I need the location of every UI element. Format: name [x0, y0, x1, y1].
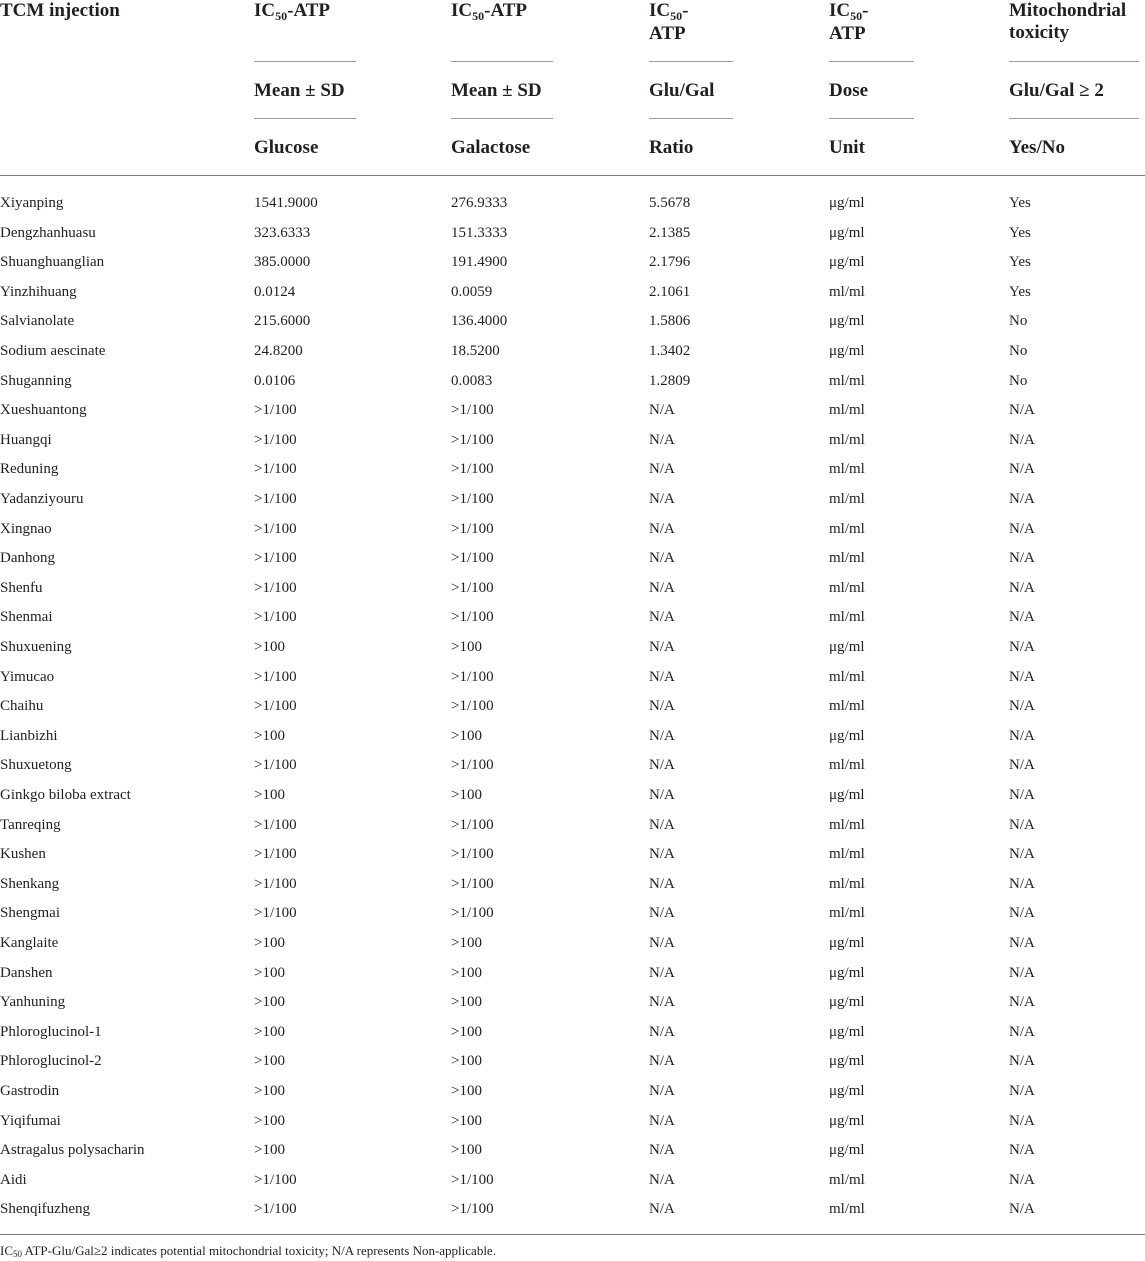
header-atp-text: ATP: [649, 23, 686, 44]
cell-injection-name: Aidi: [0, 1172, 27, 1188]
cell-ic50-glucose: >100: [254, 728, 285, 744]
cell-ic50-glucose: 1541.9000: [254, 195, 318, 211]
cell-ic50-galactose: >1/100: [451, 550, 494, 566]
cell-glu-gal-ratio: N/A: [649, 935, 675, 951]
cell-glu-gal-ratio: N/A: [649, 669, 675, 685]
cell-glu-gal-ratio: 2.1385: [649, 225, 691, 241]
cell-mitochondrial-toxicity: Yes: [1009, 195, 1031, 211]
cell-ic50-glucose: 0.0106: [254, 373, 296, 389]
cell-ic50-glucose: >1/100: [254, 757, 297, 773]
cell-ic50-glucose: 215.6000: [254, 313, 311, 329]
cell-ic50-glucose: >1/100: [254, 669, 297, 685]
header-tcm-injection: TCM injection: [0, 0, 120, 21]
cell-injection-name: Yadanziyouru: [0, 491, 84, 507]
cell-glu-gal-ratio: N/A: [649, 817, 675, 833]
cell-dose-unit: μg/ml: [829, 1024, 865, 1040]
header-rule: [1009, 118, 1139, 119]
cell-injection-name: Phloroglucinol-2: [0, 1053, 102, 1069]
cell-dose-unit: μg/ml: [829, 1053, 865, 1069]
cell-glu-gal-ratio: N/A: [649, 461, 675, 477]
cell-mitochondrial-toxicity: N/A: [1009, 1201, 1035, 1217]
cell-mitochondrial-toxicity: N/A: [1009, 580, 1035, 596]
header-ic50-dose-title: [829, 0, 868, 45]
cell-ic50-galactose: >1/100: [451, 521, 494, 537]
cell-ic50-galactose: 136.4000: [451, 313, 508, 329]
cell-glu-gal-ratio: N/A: [649, 639, 675, 655]
cell-injection-name: Yanhuning: [0, 994, 66, 1010]
cell-mitochondrial-toxicity: N/A: [1009, 728, 1035, 744]
header-ic-text: IC: [254, 0, 276, 21]
cell-ic50-galactose: >100: [451, 965, 482, 981]
header-ic50-glucose-title: [254, 0, 330, 23]
cell-mitochondrial-toxicity: No: [1009, 313, 1028, 329]
header-rule: [451, 118, 553, 119]
cell-ic50-glucose: 385.0000: [254, 254, 311, 270]
cell-ic50-galactose: >100: [451, 1142, 482, 1158]
cell-glu-gal-ratio: N/A: [649, 757, 675, 773]
header-rule: [451, 61, 553, 62]
header-atp-text: ATP: [829, 23, 866, 44]
cell-injection-name: Shenkang: [0, 876, 60, 892]
cell-ic50-glucose: >100: [254, 1083, 285, 1099]
header-ratio: Ratio: [649, 137, 694, 158]
cell-injection-name: Shuganning: [0, 373, 72, 389]
cell-glu-gal-ratio: N/A: [649, 550, 675, 566]
cell-ic50-galactose: 0.0083: [451, 373, 493, 389]
cell-mitochondrial-toxicity: Yes: [1009, 254, 1031, 270]
cell-ic50-galactose: >1/100: [451, 698, 494, 714]
cell-dose-unit: ml/ml: [829, 698, 865, 714]
cell-injection-name: Yiqifumai: [0, 1113, 61, 1129]
cell-ic50-galactose: >100: [451, 1083, 482, 1099]
table-bottom-rule: [0, 1234, 1145, 1235]
header-rule: [254, 118, 356, 119]
cell-glu-gal-ratio: N/A: [649, 698, 675, 714]
cell-glu-gal-ratio: N/A: [649, 491, 675, 507]
cell-glu-gal-ratio: N/A: [649, 1024, 675, 1040]
cell-injection-name: Ginkgo biloba extract: [0, 787, 131, 803]
header-dash-text: -: [862, 0, 869, 21]
cell-ic50-glucose: >1/100: [254, 521, 297, 537]
cell-glu-gal-ratio: N/A: [649, 580, 675, 596]
cell-dose-unit: μg/ml: [829, 343, 865, 359]
cell-glu-gal-ratio: N/A: [649, 609, 675, 625]
cell-glu-gal-ratio: N/A: [649, 1172, 675, 1188]
cell-ic50-galactose: >100: [451, 787, 482, 803]
cell-dose-unit: ml/ml: [829, 402, 865, 418]
cell-ic50-glucose: >1/100: [254, 905, 297, 921]
cell-ic50-galactose: >100: [451, 728, 482, 744]
header-bottom-rule: [0, 175, 1145, 176]
cell-ic50-glucose: >1/100: [254, 491, 297, 507]
cell-glu-gal-ratio: N/A: [649, 905, 675, 921]
cell-dose-unit: μg/ml: [829, 1083, 865, 1099]
cell-ic50-galactose: 0.0059: [451, 284, 493, 300]
header-glu-gal-threshold: Glu/Gal ≥ 2: [1009, 80, 1104, 101]
cell-ic50-glucose: >100: [254, 787, 285, 803]
cell-ic50-glucose: >1/100: [254, 846, 297, 862]
header-unit: Unit: [829, 137, 865, 158]
cell-ic50-glucose: >100: [254, 935, 285, 951]
cell-mitochondrial-toxicity: N/A: [1009, 609, 1035, 625]
footnote-text: ATP-Glu/Gal≥2 indicates potential mitochondrial toxicity; N/A represents Non-applicable.: [22, 1243, 496, 1258]
cell-ic50-galactose: >1/100: [451, 432, 494, 448]
cell-ic50-galactose: >1/100: [451, 757, 494, 773]
cell-dose-unit: ml/ml: [829, 580, 865, 596]
cell-mitochondrial-toxicity: N/A: [1009, 550, 1035, 566]
cell-dose-unit: ml/ml: [829, 757, 865, 773]
header-glucose: Glucose: [254, 137, 319, 158]
cell-ic50-galactose: >100: [451, 1113, 482, 1129]
cell-ic50-glucose: >100: [254, 965, 285, 981]
cell-mitochondrial-toxicity: N/A: [1009, 876, 1035, 892]
cell-ic50-galactose: >1/100: [451, 846, 494, 862]
cell-injection-name: Gastrodin: [0, 1083, 60, 1099]
header-ic-text: IC: [649, 0, 671, 21]
cell-injection-name: Xingnao: [0, 521, 52, 537]
header-rule: [829, 118, 914, 119]
cell-glu-gal-ratio: N/A: [649, 1053, 675, 1069]
cell-mitochondrial-toxicity: N/A: [1009, 905, 1035, 921]
header-galactose: Galactose: [451, 137, 531, 158]
cell-mitochondrial-toxicity: N/A: [1009, 521, 1035, 537]
cell-dose-unit: ml/ml: [829, 905, 865, 921]
cell-mitochondrial-toxicity: N/A: [1009, 817, 1035, 833]
cell-glu-gal-ratio: N/A: [649, 521, 675, 537]
cell-mitochondrial-toxicity: N/A: [1009, 1083, 1035, 1099]
footnote-subscript: 50: [13, 1249, 22, 1259]
cell-ic50-galactose: 18.5200: [451, 343, 500, 359]
cell-injection-name: Yinzhihuang: [0, 284, 77, 300]
cell-dose-unit: ml/ml: [829, 432, 865, 448]
cell-mitochondrial-toxicity: N/A: [1009, 757, 1035, 773]
cell-ic50-glucose: >100: [254, 1142, 285, 1158]
cell-glu-gal-ratio: N/A: [649, 402, 675, 418]
cell-glu-gal-ratio: N/A: [649, 876, 675, 892]
cell-glu-gal-ratio: 1.2809: [649, 373, 691, 389]
cell-ic50-glucose: >100: [254, 639, 285, 655]
cell-glu-gal-ratio: N/A: [649, 432, 675, 448]
cell-mitochondrial-toxicity: N/A: [1009, 491, 1035, 507]
cell-glu-gal-ratio: N/A: [649, 846, 675, 862]
cell-glu-gal-ratio: N/A: [649, 1142, 675, 1158]
cell-mitochondrial-toxicity: N/A: [1009, 1113, 1035, 1129]
cell-ic50-galactose: >1/100: [451, 669, 494, 685]
header-subscript: 50: [472, 9, 485, 23]
cell-injection-name: Huangqi: [0, 432, 52, 448]
cell-ic50-glucose: 24.8200: [254, 343, 303, 359]
cell-ic50-glucose: >1/100: [254, 1201, 297, 1217]
cell-dose-unit: ml/ml: [829, 1172, 865, 1188]
cell-mitochondrial-toxicity: N/A: [1009, 639, 1035, 655]
cell-dose-unit: μg/ml: [829, 728, 865, 744]
cell-ic50-galactose: >100: [451, 935, 482, 951]
cell-mitochondrial-toxicity: N/A: [1009, 1142, 1035, 1158]
header-yes-no: Yes/No: [1009, 137, 1065, 158]
cell-ic50-galactose: 151.3333: [451, 225, 508, 241]
cell-injection-name: Danhong: [0, 550, 55, 566]
cell-dose-unit: ml/ml: [829, 491, 865, 507]
cell-dose-unit: ml/ml: [829, 284, 865, 300]
header-toxicity-text: toxicity: [1009, 22, 1070, 43]
cell-ic50-glucose: 323.6333: [254, 225, 311, 241]
cell-injection-name: Xueshuantong: [0, 402, 87, 418]
cell-mitochondrial-toxicity: N/A: [1009, 461, 1035, 477]
header-rule: [829, 61, 914, 62]
header-rule: [1009, 61, 1139, 62]
header-dose: Dose: [829, 80, 869, 101]
cell-dose-unit: μg/ml: [829, 639, 865, 655]
cell-dose-unit: ml/ml: [829, 550, 865, 566]
header-mitochondrial-text: Mitochondrial: [1009, 0, 1127, 21]
cell-dose-unit: ml/ml: [829, 817, 865, 833]
cell-injection-name: Dengzhanhuasu: [0, 225, 96, 241]
cell-ic50-glucose: >1/100: [254, 432, 297, 448]
cell-injection-name: Phloroglucinol-1: [0, 1024, 102, 1040]
cell-glu-gal-ratio: N/A: [649, 965, 675, 981]
cell-dose-unit: μg/ml: [829, 313, 865, 329]
cell-injection-name: Reduning: [0, 461, 59, 477]
cell-ic50-glucose: >100: [254, 1113, 285, 1129]
cell-mitochondrial-toxicity: N/A: [1009, 669, 1035, 685]
cell-mitochondrial-toxicity: Yes: [1009, 284, 1031, 300]
cell-injection-name: Shuxuetong: [0, 757, 72, 773]
cell-dose-unit: μg/ml: [829, 1142, 865, 1158]
cell-injection-name: Shenmai: [0, 609, 53, 625]
cell-dose-unit: μg/ml: [829, 195, 865, 211]
cell-dose-unit: μg/ml: [829, 935, 865, 951]
cell-injection-name: Shenfu: [0, 580, 43, 596]
cell-dose-unit: μg/ml: [829, 994, 865, 1010]
cell-injection-name: Yimucao: [0, 669, 55, 685]
cell-mitochondrial-toxicity: N/A: [1009, 1024, 1035, 1040]
cell-mitochondrial-toxicity: N/A: [1009, 432, 1035, 448]
cell-dose-unit: ml/ml: [829, 521, 865, 537]
cell-ic50-galactose: >1/100: [451, 905, 494, 921]
cell-ic50-glucose: >1/100: [254, 876, 297, 892]
cell-mitochondrial-toxicity: N/A: [1009, 935, 1035, 951]
cell-ic50-glucose: 0.0124: [254, 284, 296, 300]
cell-ic50-glucose: >100: [254, 994, 285, 1010]
cell-injection-name: Chaihu: [0, 698, 44, 714]
cell-mitochondrial-toxicity: N/A: [1009, 1172, 1035, 1188]
cell-glu-gal-ratio: N/A: [649, 994, 675, 1010]
cell-ic50-glucose: >1/100: [254, 1172, 297, 1188]
header-ic50-galactose-title: [451, 0, 527, 23]
cell-injection-name: Kushen: [0, 846, 46, 862]
cell-glu-gal-ratio: N/A: [649, 728, 675, 744]
cell-glu-gal-ratio: 2.1061: [649, 284, 691, 300]
cell-glu-gal-ratio: N/A: [649, 1113, 675, 1129]
header-mitochondrial-toxicity-title: [1009, 0, 1126, 44]
header-dash-text: -: [682, 0, 689, 21]
cell-mitochondrial-toxicity: N/A: [1009, 965, 1035, 981]
cell-glu-gal-ratio: N/A: [649, 1083, 675, 1099]
cell-mitochondrial-toxicity: N/A: [1009, 402, 1035, 418]
cell-ic50-glucose: >1/100: [254, 817, 297, 833]
cell-injection-name: Lianbizhi: [0, 728, 58, 744]
cell-injection-name: Astragalus polysacharin: [0, 1142, 145, 1158]
cell-mitochondrial-toxicity: N/A: [1009, 787, 1035, 803]
cell-ic50-galactose: 191.4900: [451, 254, 508, 270]
cell-dose-unit: ml/ml: [829, 461, 865, 477]
cell-dose-unit: μg/ml: [829, 1113, 865, 1129]
cell-ic50-glucose: >1/100: [254, 580, 297, 596]
cell-glu-gal-ratio: 1.5806: [649, 313, 691, 329]
cell-ic50-glucose: >1/100: [254, 698, 297, 714]
cell-mitochondrial-toxicity: Yes: [1009, 225, 1031, 241]
header-atp-text: -ATP: [287, 0, 331, 21]
cell-glu-gal-ratio: 5.5678: [649, 195, 691, 211]
cell-mitochondrial-toxicity: No: [1009, 373, 1028, 389]
cell-ic50-galactose: >100: [451, 994, 482, 1010]
cell-injection-name: Shengmai: [0, 905, 60, 921]
header-rule: [254, 61, 356, 62]
header-mean-sd-galactose: Mean ± SD: [451, 80, 542, 101]
cell-dose-unit: μg/ml: [829, 787, 865, 803]
cell-injection-name: Shuanghuanglian: [0, 254, 105, 270]
cell-glu-gal-ratio: 1.3402: [649, 343, 691, 359]
cell-ic50-galactose: 276.9333: [451, 195, 508, 211]
cell-glu-gal-ratio: 2.1796: [649, 254, 691, 270]
cell-injection-name: Kanglaite: [0, 935, 59, 951]
cell-injection-name: Sodium aescinate: [0, 343, 106, 359]
header-mean-sd-glucose: Mean ± SD: [254, 80, 345, 101]
cell-ic50-galactose: >1/100: [451, 609, 494, 625]
header-rule: [649, 118, 733, 119]
cell-ic50-glucose: >1/100: [254, 609, 297, 625]
cell-injection-name: Danshen: [0, 965, 53, 981]
cell-glu-gal-ratio: N/A: [649, 1201, 675, 1217]
cell-ic50-galactose: >1/100: [451, 1172, 494, 1188]
cell-dose-unit: ml/ml: [829, 846, 865, 862]
header-rule: [649, 61, 733, 62]
cell-injection-name: Xiyanping: [0, 195, 64, 211]
header-subscript: 50: [275, 9, 288, 23]
cell-dose-unit: ml/ml: [829, 876, 865, 892]
cell-ic50-galactose: >1/100: [451, 461, 494, 477]
cell-injection-name: Tanreqing: [0, 817, 61, 833]
cell-mitochondrial-toxicity: N/A: [1009, 994, 1035, 1010]
cell-ic50-galactose: >1/100: [451, 491, 494, 507]
cell-dose-unit: μg/ml: [829, 225, 865, 241]
header-glu-gal: Glu/Gal: [649, 80, 715, 101]
cell-dose-unit: ml/ml: [829, 373, 865, 389]
header-subscript: 50: [670, 9, 683, 23]
header-ic50-ratio-title: [649, 0, 688, 45]
cell-ic50-galactose: >1/100: [451, 1201, 494, 1217]
footnote-ic: IC: [0, 1243, 13, 1258]
cell-ic50-galactose: >1/100: [451, 580, 494, 596]
cell-dose-unit: ml/ml: [829, 669, 865, 685]
cell-mitochondrial-toxicity: No: [1009, 343, 1028, 359]
cell-dose-unit: μg/ml: [829, 965, 865, 981]
cell-dose-unit: ml/ml: [829, 1201, 865, 1217]
cell-ic50-glucose: >100: [254, 1053, 285, 1069]
cell-ic50-galactose: >100: [451, 1024, 482, 1040]
cell-mitochondrial-toxicity: N/A: [1009, 846, 1035, 862]
cell-dose-unit: μg/ml: [829, 254, 865, 270]
cell-injection-name: Shuxuening: [0, 639, 72, 655]
cell-ic50-glucose: >1/100: [254, 461, 297, 477]
cell-mitochondrial-toxicity: N/A: [1009, 698, 1035, 714]
cell-ic50-glucose: >1/100: [254, 402, 297, 418]
header-ic-text: IC: [451, 0, 473, 21]
cell-ic50-glucose: >1/100: [254, 550, 297, 566]
cell-ic50-galactose: >100: [451, 1053, 482, 1069]
header-ic-text: IC: [829, 0, 851, 21]
cell-ic50-galactose: >100: [451, 639, 482, 655]
cell-dose-unit: ml/ml: [829, 609, 865, 625]
cell-ic50-galactose: >1/100: [451, 817, 494, 833]
cell-injection-name: Salvianolate: [0, 313, 75, 329]
cell-glu-gal-ratio: N/A: [649, 787, 675, 803]
cell-ic50-galactose: >1/100: [451, 402, 494, 418]
cell-ic50-glucose: >100: [254, 1024, 285, 1040]
header-atp-text: -ATP: [484, 0, 528, 21]
cell-mitochondrial-toxicity: N/A: [1009, 1053, 1035, 1069]
table-footnote: [0, 1243, 496, 1260]
header-subscript: 50: [850, 9, 863, 23]
cell-ic50-galactose: >1/100: [451, 876, 494, 892]
cell-injection-name: Shenqifuzheng: [0, 1201, 90, 1217]
